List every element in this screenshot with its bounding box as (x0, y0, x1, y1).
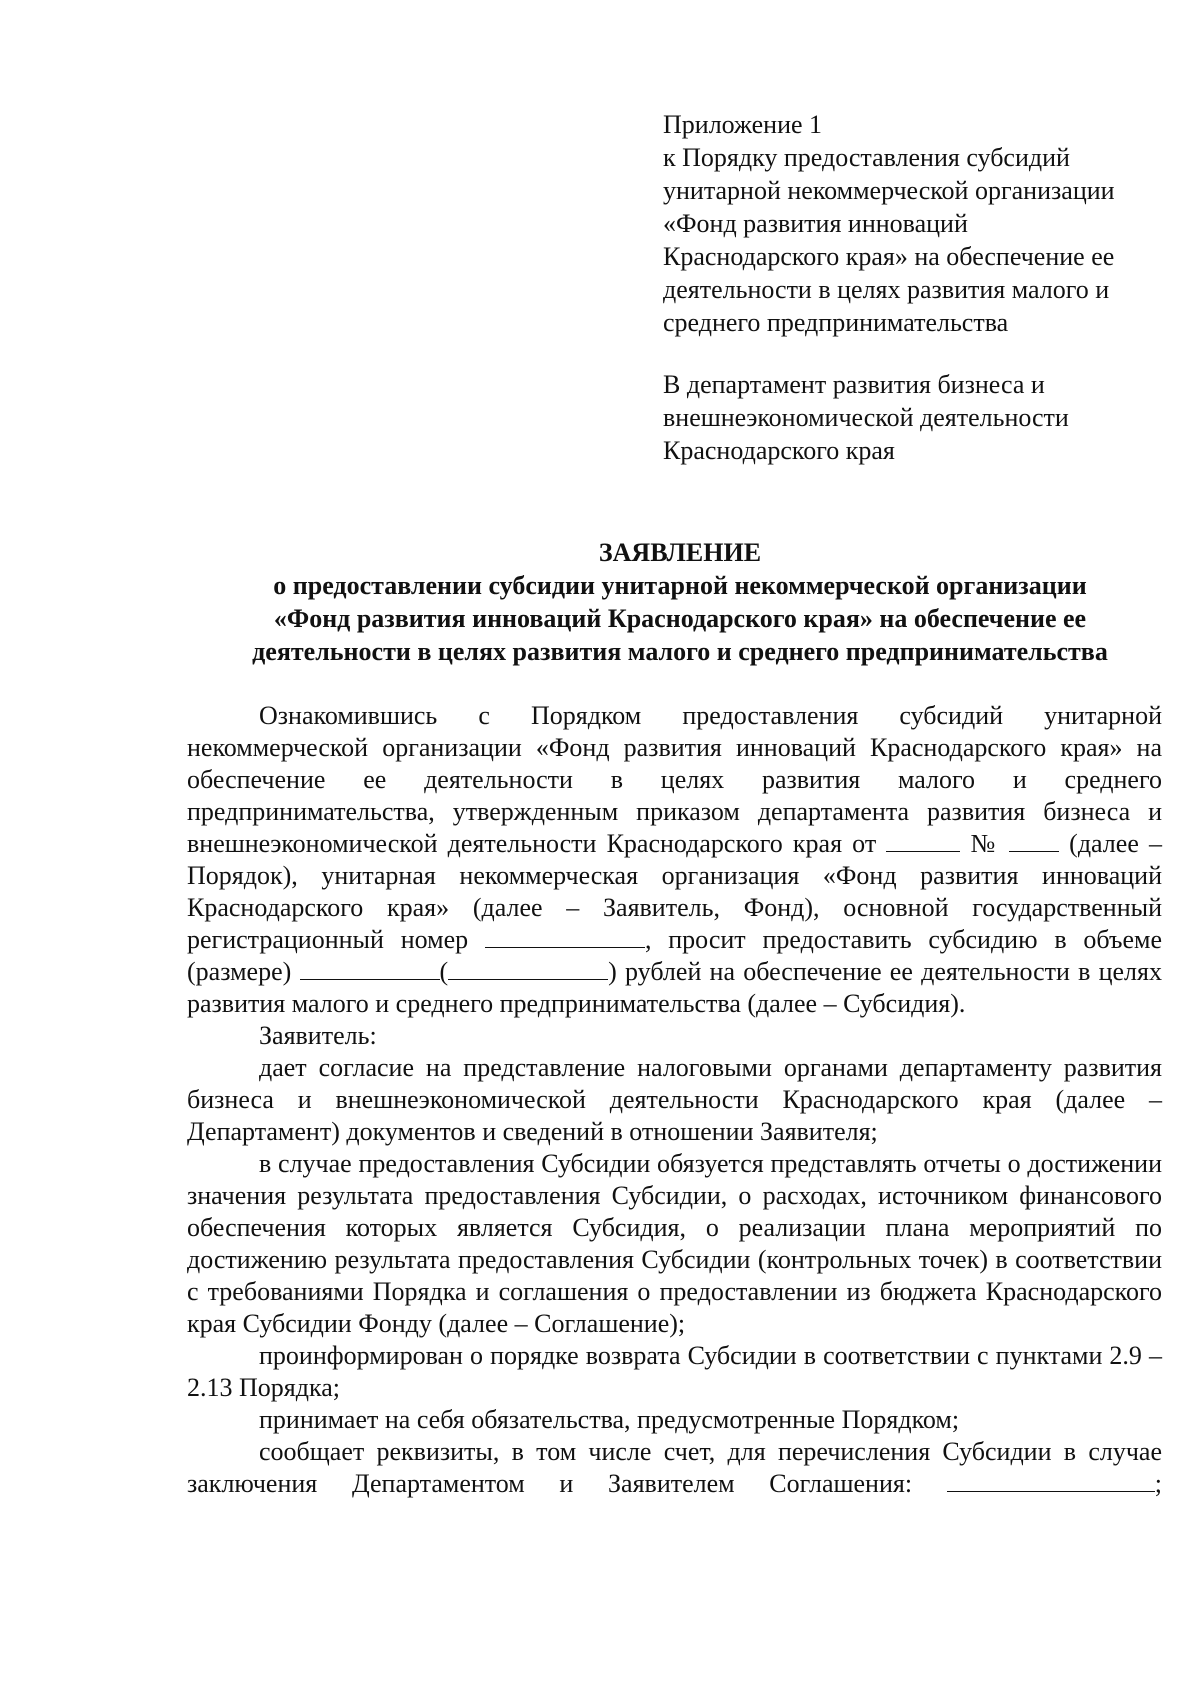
document-body (187, 700, 1162, 1500)
paragraph-text: сообщает реквизиты, в том числе счет, для перечисления Субсидии в случае заключения Департаментом и Заявителем Соглашения: (187, 1437, 1162, 1498)
paragraph-reports: в случае предоставления Субсидии обязуется представлять отчеты о достижении значения результата предоставления Субсидии, о расходах, источником финансового обеспечения которых является Субсидия, о реализации плана мероприятий по достижению результата предоставления Субсидии (контрольных точек) в соответствии с требованиями Порядка и соглашения о предоставлении из бюджета Краснодарского края Субсидии Фонду (далее – Соглашение); (187, 1149, 1162, 1338)
paragraph-applicant: Заявитель: (259, 1021, 377, 1050)
addressee-line: Краснодарского края (663, 436, 895, 465)
title-heading: ЗАЯВЛЕНИЕ (598, 538, 762, 567)
title-line: о предоставлении субсидии унитарной некоммерческой организации (273, 571, 1087, 600)
title-line: деятельности в целях развития малого и среднего предпринимательства (252, 637, 1108, 666)
paragraph-consent: дает согласие на представление налоговыми органами департаменту развития бизнеса и внешнеэкономической деятельности Краснодарского края (далее – Департамент) документов и сведений в отношении Заявителя; (187, 1053, 1162, 1146)
number-sign: № (970, 829, 999, 858)
requisites-blank-field[interactable] (947, 1469, 1155, 1492)
spacer (663, 339, 1183, 368)
paragraph-obligations: принимает на себя обязательства, предусмотренные Порядком; (259, 1405, 960, 1434)
appendix-line: к Порядку предоставления субсидий (663, 143, 1070, 172)
amount-blank-field[interactable] (300, 957, 440, 980)
number-blank-field[interactable] (1009, 829, 1059, 852)
appendix-line: Краснодарского края» на обеспечение ее (663, 242, 1115, 271)
paragraph-text: ) рублей на обеспечение ее деятельности в целях развития малого и среднего предпринимательства (далее – Субсидия). (187, 957, 1162, 1018)
appendix-block (663, 108, 1183, 467)
appendix-line: Приложение 1 (663, 110, 823, 139)
paragraph-return: проинформирован о порядке возврата Субсидии в соответствии с пунктами 2.9 – 2.13 Порядка; (187, 1341, 1162, 1402)
paragraph-intro (187, 700, 1162, 1020)
amount-words-blank-field[interactable] (448, 957, 608, 980)
addressee-line: внешнеэкономической деятельности (663, 403, 1069, 432)
paragraph-requisites (187, 1436, 1162, 1500)
appendix-line: унитарной некоммерческой организации (663, 176, 1115, 205)
paragraph-text: ( (439, 957, 449, 986)
date-blank-field[interactable] (886, 829, 960, 852)
addressee-line: В департамент развития бизнеса и (663, 370, 1045, 399)
title-line: «Фонд развития инноваций Краснодарского края» на обеспечение ее (273, 604, 1087, 633)
appendix-line: среднего предпринимательства (663, 308, 1009, 337)
appendix-line: деятельности в целях развития малого и (663, 275, 1110, 304)
ogrn-blank-field[interactable] (485, 925, 645, 948)
document-title (150, 536, 1200, 668)
appendix-line: «Фонд развития инноваций (663, 209, 968, 238)
paragraph-text: Ознакомившись с Порядком предоставления субсидий унитарной некоммерческой организации «Фонд развития инноваций Краснодарского края» на обеспечение ее деятельности в целях развития малого и среднего предпринимательства, утвержденным приказом департамента развития бизнеса и внешнеэкономической деятельности Краснодарского края от (187, 701, 1162, 858)
paragraph-text: , просит предоставить субсидию в объеме (размере) (187, 925, 1162, 986)
paragraph-text: (далее – Порядок), унитарная некоммерческая организация «Фонд развития инноваций Краснодарского края» (далее – Заявитель, Фонд), основной государственный регистрационный номер (187, 829, 1162, 954)
paragraph-text: ; (1154, 1469, 1162, 1498)
